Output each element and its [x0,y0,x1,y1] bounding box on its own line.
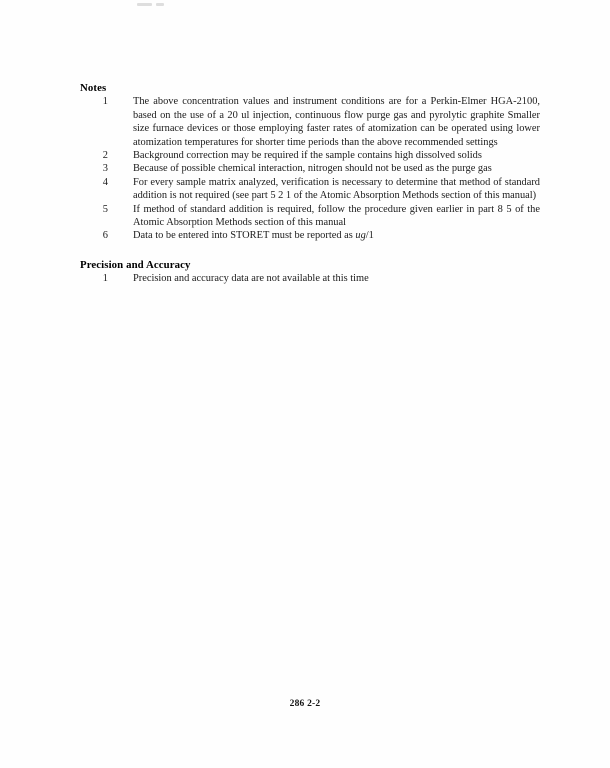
list-item [80,162,540,175]
item-number: 6 [102,230,108,242]
list-item [80,149,540,162]
list-item [80,176,540,203]
item-number: 1 [102,96,108,108]
list-item [80,203,540,230]
item-text: If method of standard addition is required, follow the procedure given earlier in part 8 5 of the Atomic Absorption Methods section of this manual [133,203,540,229]
page-number: 286 2-2 [289,699,321,709]
scan-artifact [137,3,152,6]
item-number: 4 [102,176,108,188]
notes-heading: Notes [80,82,107,94]
item-text: Precision and accuracy data are not available at this time [133,273,369,285]
item-text [133,229,540,242]
list-item [80,95,540,149]
precision-heading: Precision and Accuracy [80,258,191,271]
unit-italic: ug [355,230,366,242]
item-number: 3 [102,163,108,175]
item-text: For every sample matrix analyzed, verification is necessary to determine that method of standard addition is not required (see part 5 2 1 of the Atomic Absorption Methods section of this manual) [133,176,540,202]
notes-list [80,95,540,242]
scan-artifact [156,3,164,6]
list-item [80,229,540,242]
item-text: Because of possible chemical interaction, nitrogen should not be used as the purge gas [133,163,492,175]
precision-list [80,272,540,285]
list-item [80,272,540,285]
item-text: Background correction may be required if the sample contains high dissolved solids [133,150,482,162]
item-number: 5 [102,203,108,215]
item-text-lead: Data to be entered into STORET must be reported as [133,230,356,242]
item-text-tail: /1 [365,230,374,242]
item-number: 1 [102,273,108,285]
item-number: 2 [102,150,108,162]
item-text: The above concentration values and instrument conditions are for a Perkin-Elmer HGA-2100, based on the use of a 20 ul injection, continuous flow purge gas and pyrolytic graphite Smaller size furnace devices or those employing faster rates of atomization can be operated using lower atomization temperatures for shorter time periods than the above recommended settings [133,96,540,148]
